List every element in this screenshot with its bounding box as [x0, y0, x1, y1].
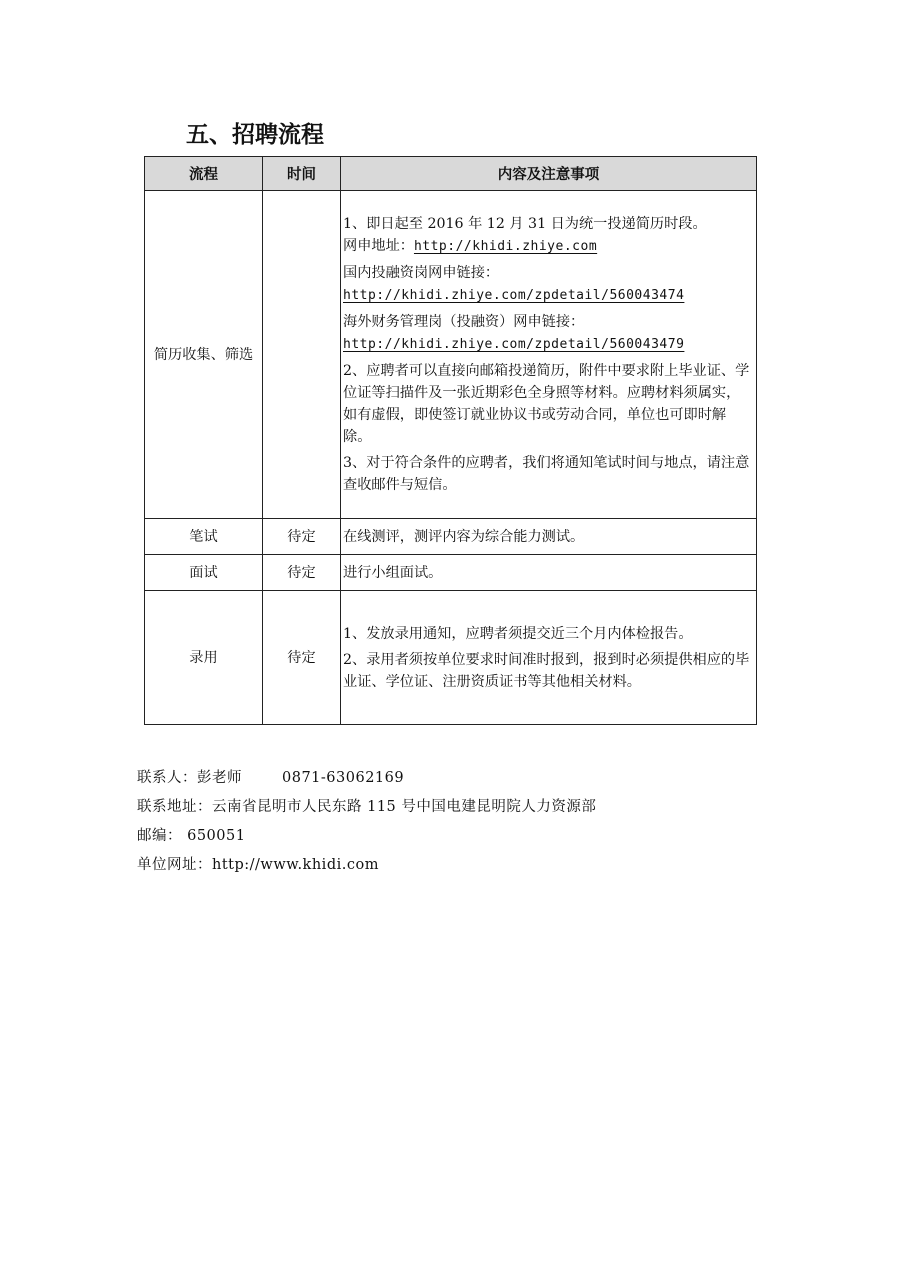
contact-phone: 0871-63062169	[282, 770, 405, 786]
time-cell: 待定	[263, 591, 341, 725]
contact-person: 联系人：彭老师	[137, 770, 242, 786]
time-cell: 待定	[263, 519, 341, 555]
content-cell: 进行小组面试。	[341, 555, 757, 591]
stage-cell: 简历收集、筛选	[145, 191, 263, 519]
apply-link[interactable]: http://khidi.zhiye.com	[413, 239, 598, 254]
content-paragraph	[343, 262, 754, 307]
domestic-apply-link[interactable]: http://khidi.zhiye.com/zpdetail/560043474	[343, 288, 685, 303]
content-cell	[341, 591, 757, 725]
link-label: 国内投融资岗网申链接：	[343, 265, 500, 281]
time-cell	[263, 191, 341, 519]
stage-cell: 笔试	[145, 519, 263, 555]
content-paragraph	[343, 311, 754, 356]
stage-cell: 面试	[145, 555, 263, 591]
table-row	[145, 191, 757, 519]
contact-info	[137, 764, 596, 880]
content-paragraph	[343, 213, 754, 258]
contact-postcode: 邮编： 650051	[137, 828, 246, 844]
content-paragraph: 2、录用者须按单位要求时间准时报到，报到时必须提供相应的毕业证、学位证、注册资质证书等其他相关材料。	[343, 651, 750, 690]
content-cell: 在线测评，测评内容为综合能力测试。	[341, 519, 757, 555]
content-paragraph: 2、应聘者可以直接向邮箱投递简历，附件中要求附上毕业证、学位证等扫描件及一张近期彩色全身照等材料。应聘材料须属实，如有虚假，即使签订就业协议书或劳动合同，单位也可即时解除。	[343, 363, 750, 445]
content-cell	[341, 191, 757, 519]
link-label: 海外财务管理岗（投融资）网申链接：	[343, 314, 585, 330]
header-time: 时间	[263, 157, 341, 191]
overseas-apply-link[interactable]: http://khidi.zhiye.com/zpdetail/560043479	[343, 337, 685, 352]
content-paragraph: 1、发放录用通知，应聘者须提交近三个月内体检报告。	[343, 625, 693, 642]
table-header-row	[145, 157, 757, 191]
contact-website[interactable]: 单位网址：http://www.khidi.com	[137, 857, 379, 873]
header-content: 内容及注意事项	[341, 157, 757, 191]
paragraph-text: 1、即日起至 2016 年 12 月 31 日为统一投递简历时段。	[343, 216, 707, 232]
contact-address: 联系地址：云南省昆明市人民东路 115 号中国电建昆明院人力资源部	[137, 799, 597, 815]
time-cell: 待定	[263, 555, 341, 591]
link-label: 网申地址：	[343, 238, 414, 254]
table-row	[145, 555, 757, 591]
recruitment-process-table	[144, 156, 757, 725]
section-title: 五、招聘流程	[186, 121, 324, 148]
table-row	[145, 591, 757, 725]
header-stage: 流程	[145, 157, 263, 191]
content-paragraph: 3、对于符合条件的应聘者，我们将通知笔试时间与地点，请注意查收邮件与短信。	[343, 455, 750, 493]
stage-cell: 录用	[145, 591, 263, 725]
table-row	[145, 519, 757, 555]
contact-person-line	[137, 764, 596, 793]
